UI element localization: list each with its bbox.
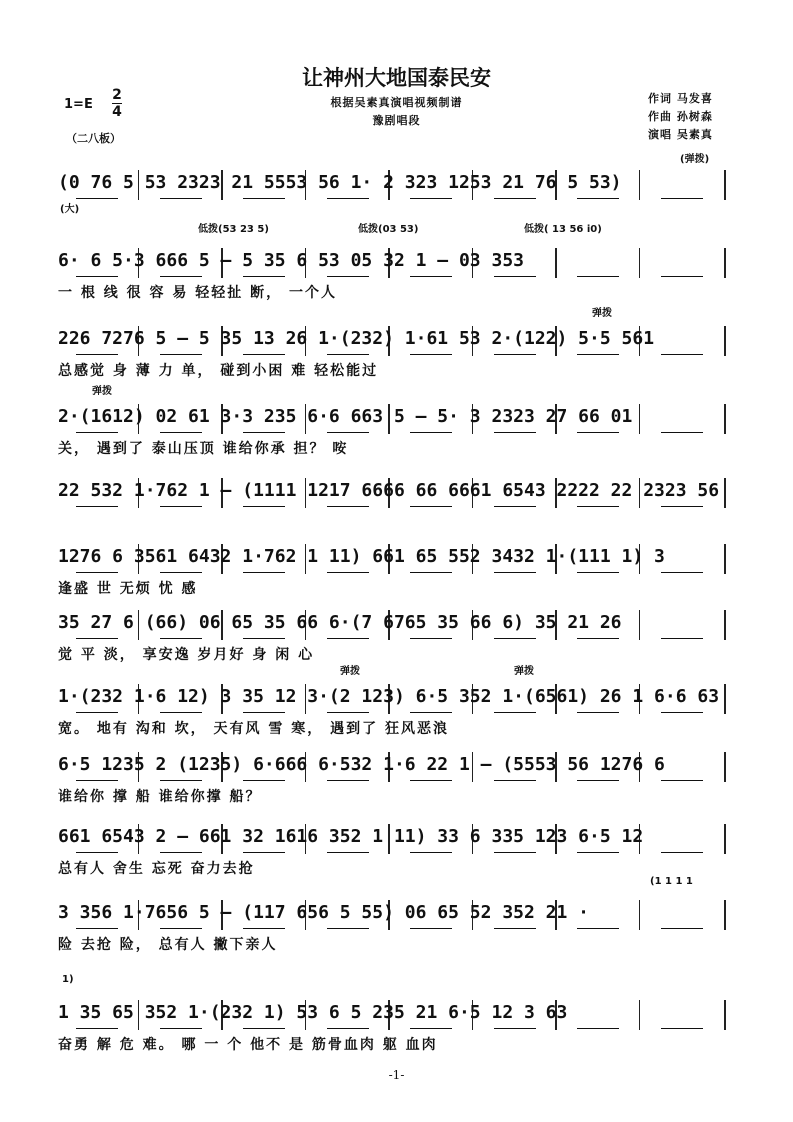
meter-bottom: 4 (112, 104, 122, 120)
beam-line (243, 780, 285, 781)
score-row (58, 974, 726, 1074)
beam-line (76, 928, 118, 929)
beam-line (410, 928, 452, 929)
beam-line (243, 928, 285, 929)
beam-line (76, 506, 118, 507)
beam-line (410, 198, 452, 199)
beam-line (327, 852, 369, 853)
beam-line (410, 572, 452, 573)
barline-end (724, 1000, 726, 1030)
beam-line (327, 354, 369, 355)
lyric-line: 宽。 地有 沟和 坎， 天有风 雪 寒， 遇到了 狂风恶浪 (58, 721, 449, 737)
beam-line (410, 852, 452, 853)
barline (555, 248, 557, 278)
beam-line (76, 432, 118, 433)
beam-line (76, 572, 118, 573)
beam-line (494, 276, 536, 277)
beam-line (661, 852, 703, 853)
beam-line (243, 198, 285, 199)
beam-line (577, 852, 619, 853)
key-signature: 1=E (64, 97, 93, 112)
score-row (58, 812, 726, 898)
jianpu-notes: 6·5 1235 2 (1235) 6·666 6·532 1·6 22 1 — (5553 56 1276 6 (58, 754, 665, 775)
beam-line (494, 354, 536, 355)
beam-line (160, 354, 202, 355)
beam-line (494, 780, 536, 781)
barline-end (724, 170, 726, 200)
lyric-line: 逢盛 世 无烦 忧 感 (58, 581, 198, 597)
performance-annotation: 低拨( 13 56 i0) (524, 224, 602, 235)
performance-annotation: (弹拨) (680, 154, 710, 165)
barline-end (724, 824, 726, 854)
beam-line (661, 638, 703, 639)
lyric-line: 险 去抢 险， 总有人 撇下亲人 (58, 937, 278, 953)
beam-line (243, 712, 285, 713)
beam-line (494, 1028, 536, 1029)
performance-annotation: 弹拨 (514, 666, 534, 677)
beam-line (327, 928, 369, 929)
page-number: -1- (388, 1068, 405, 1082)
barline (639, 900, 641, 930)
singer-credit: 演唱 吴素真 (648, 128, 713, 141)
performance-annotation: (大) (60, 204, 80, 215)
beam-line (243, 572, 285, 573)
jianpu-notes: 22 532 1·762 1 — (1111 1217 6666 66 6661 6543 2222 22 2323 56 (58, 480, 720, 501)
jianpu-notes: 661 6543 2 — 661 32 1616 352 1 11) 33 6 335 123 6·5 12 (58, 826, 644, 847)
beam-line (410, 1028, 452, 1029)
beam-line (410, 780, 452, 781)
beam-line (243, 276, 285, 277)
beam-line (577, 354, 619, 355)
barline-end (724, 610, 726, 640)
score-title: 让神州大地国泰民安 (302, 65, 491, 90)
genre-note: 豫剧唱段 (372, 114, 421, 127)
beam-line (160, 198, 202, 199)
performance-annotation: 1) (62, 974, 74, 985)
barline (639, 170, 641, 200)
beam-line (76, 276, 118, 277)
barline (639, 610, 641, 640)
beam-line (494, 198, 536, 199)
performance-annotation: 低拨(03 53) (358, 224, 419, 235)
beam-line (243, 354, 285, 355)
beam-line (661, 1028, 703, 1029)
lyric-line: 一 根 线 很 容 易 轻轻扯 断， 一个人 (58, 285, 337, 301)
beam-line (661, 928, 703, 929)
beam-line (76, 1028, 118, 1029)
beam-line (410, 638, 452, 639)
time-signature (112, 88, 122, 119)
score-row (58, 224, 726, 322)
beam-line (76, 354, 118, 355)
beam-line (160, 276, 202, 277)
beam-line (661, 572, 703, 573)
jianpu-notes: 35 27 6 (66) 06 65 35 66 6·(7 6765 35 66 6) 35 21 26 (58, 612, 622, 633)
composer-credit: 作曲 孙树森 (648, 110, 713, 123)
beam-line (327, 1028, 369, 1029)
barline-end (724, 478, 726, 508)
beam-line (160, 1028, 202, 1029)
barline (639, 1000, 641, 1030)
barline-end (724, 900, 726, 930)
beam-line (160, 506, 202, 507)
score-row (58, 308, 726, 400)
beam-line (661, 506, 703, 507)
beam-line (494, 852, 536, 853)
barline (639, 404, 641, 434)
beam-line (76, 712, 118, 713)
beam-line (494, 572, 536, 573)
beam-line (661, 198, 703, 199)
jianpu-notes: 2·(1612) 02 61 3·3 235 6·6 663 5 — 5· 3 2323 27 66 01 (58, 406, 633, 427)
beam-line (243, 852, 285, 853)
beam-line (327, 780, 369, 781)
beam-line (494, 638, 536, 639)
beam-line (160, 928, 202, 929)
beam-line (160, 852, 202, 853)
beam-line (243, 1028, 285, 1029)
beam-line (494, 928, 536, 929)
lyric-line: 总感觉 身 薄 力 单， 碰到小困 难 轻松能过 (58, 363, 379, 379)
meter-top: 2 (112, 87, 122, 103)
beam-line (577, 780, 619, 781)
beam-line (661, 780, 703, 781)
score-row (58, 876, 726, 974)
beam-line (577, 1028, 619, 1029)
beam-line (410, 354, 452, 355)
beam-line (577, 712, 619, 713)
beam-line (327, 506, 369, 507)
barline-end (724, 248, 726, 278)
beam-line (160, 638, 202, 639)
banshi-label: （二八板） (66, 132, 121, 145)
beam-line (577, 572, 619, 573)
barline-end (724, 326, 726, 356)
jianpu-notes: 1·(232 1·6 12) 3 35 12 3·(2 123) 6·5 352 1·(6561) 26 1 6·6 63 (58, 686, 720, 707)
beam-line (661, 354, 703, 355)
beam-line (494, 712, 536, 713)
beam-line (494, 506, 536, 507)
beam-line (76, 638, 118, 639)
beam-line (160, 712, 202, 713)
lyric-line: 关， 遇到了 泰山压顶 谁给你承 担？ 咹 (58, 441, 349, 457)
beam-line (410, 276, 452, 277)
jianpu-notes: 1 35 65 352 1·(232 1) 53 6 5 235 21 6·5 12 3 63 (58, 1002, 568, 1023)
beam-line (160, 780, 202, 781)
beam-line (327, 432, 369, 433)
beam-line (76, 198, 118, 199)
beam-line (410, 506, 452, 507)
performance-annotation: 弹拨 (340, 666, 360, 677)
beam-line (661, 432, 703, 433)
performance-annotation: 弹拨 (92, 386, 112, 397)
jianpu-notes: 6· 6 5·3 666 5 — 5 35 6 53 05 32 1 — 03 353 (58, 250, 524, 271)
beam-line (160, 572, 202, 573)
jianpu-notes: 3 356 1·7656 5 — (117 656 5 55) 06 65 52 352 21 · (58, 902, 590, 923)
jianpu-notes: 226 7276 5 — 5 35 13 26 1·(232) 1·61 53 2·(122) 5·5 561 (58, 328, 655, 349)
lyric-line: 谁给你 撑 船 谁给你撑 船？ (58, 789, 262, 805)
beam-line (160, 432, 202, 433)
barline (639, 248, 641, 278)
beam-line (327, 638, 369, 639)
beam-line (410, 432, 452, 433)
beam-line (577, 928, 619, 929)
beam-line (243, 432, 285, 433)
beam-line (577, 198, 619, 199)
beam-line (76, 780, 118, 781)
lyric-line: 总有人 舍生 忘死 奋力去抢 (58, 861, 255, 877)
performance-annotation: (1 1 1 1 (650, 876, 693, 887)
beam-line (577, 432, 619, 433)
beam-line (661, 712, 703, 713)
performance-annotation: 弹拨 (592, 308, 612, 319)
beam-line (327, 198, 369, 199)
barline-end (724, 684, 726, 714)
beam-line (410, 712, 452, 713)
beam-line (243, 638, 285, 639)
beam-line (327, 572, 369, 573)
performance-annotation: 低拨(53 23 5) (198, 224, 269, 235)
source-note: 根据吴素真演唱视频制谱 (330, 96, 463, 109)
beam-line (577, 506, 619, 507)
lyricist-credit: 作词 马发喜 (648, 92, 713, 105)
lyric-line: 奋勇 解 危 难。 哪 一 个 他不 是 筋骨血肉 躯 血肉 (58, 1037, 438, 1053)
beam-line (577, 638, 619, 639)
beam-line (76, 852, 118, 853)
jianpu-notes: 1276 6 3561 6432 1·762 1 11) 661 65 552 3432 1·(111 1) 3 (58, 546, 665, 567)
beam-line (327, 712, 369, 713)
beam-line (661, 276, 703, 277)
beam-line (577, 276, 619, 277)
jianpu-notes: (0 76 5 53 2323 21 5553 56 1· 2 323 1253 21 76 5 53) (58, 172, 622, 193)
lyric-line: 觉 平 淡， 享安逸 岁月好 身 闲 心 (58, 647, 315, 663)
beam-line (494, 432, 536, 433)
beam-line (243, 506, 285, 507)
barline-end (724, 404, 726, 434)
barline-end (724, 544, 726, 574)
beam-line (327, 276, 369, 277)
barline-end (724, 752, 726, 782)
